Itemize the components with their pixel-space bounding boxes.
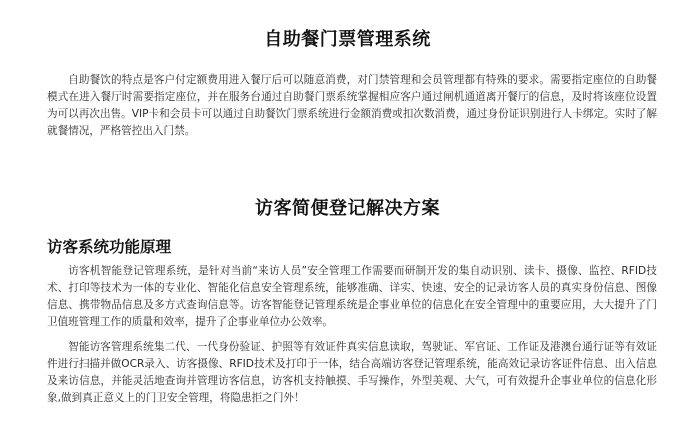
visitor-system-paragraph-2: 智能访客管理系统集二代、一代身份验证、护照等有效证件真实信息读取，驾驶证、军官证、工作证及港澳台通行证等有效证件进行扫描并做OCR录入、访客摄像、RFID技术及打印于一体，结合高端访客登记管理系统，能高效记录访客证件信息、出入信息及来访信息，并能灵活地查询并管理访客信息，访客机支持触摸、手写操作，外型美观、大气，可有效提升企事业单位的信息化形象,做到真正意义上的门卫安全管理，将隐患拒之门外！: [47, 341, 657, 404]
section-title-buffet-ticket-system: 自助餐门票管理系统: [264, 29, 431, 50]
buffet-system-description: 自助餐饮的特点是客户付定额费用进入餐厅后可以随意消费，对门禁管理和会员管理都有特殊的要求。需要指定座位的自助餐模式在进入餐厅时需要指定座位，并在服务台通过自助餐门票系统掌握相应客户通过闸机通道离开餐厅的信息，及时将该座位设置为可以再次出售。VIP卡和会员卡可以通过自助餐饮门票系统进行金额消费或扣次数消费，通过身份证识别进行人卡绑定。实时了解就餐情况，严格管控出入门禁。: [47, 74, 658, 137]
visitor-system-paragraph-1: 访客机智能登记管理系统，是针对当前“来访人员”安全管理工作需要而研制开发的集自动识别、读卡、摄像、监控、RFID技术、打印等技术为一体的专业化、智能化信息安全管理系统，能够准确、详实、快速、安全的记录访客人员的真实身份信息、图像信息、携带物品信息及多方式查询信息等。访客智能登记管理系统是企事业单位的信息化在安全管理中的重要应用，大大提升了门卫值班管理工作的质量和效率，提升了企事业单位办公效率。: [47, 265, 657, 328]
section-title-visitor-registration: 访客简便登记解决方案: [255, 198, 440, 219]
subheading-visitor-system-principle: 访客系统功能原理: [47, 238, 172, 256]
